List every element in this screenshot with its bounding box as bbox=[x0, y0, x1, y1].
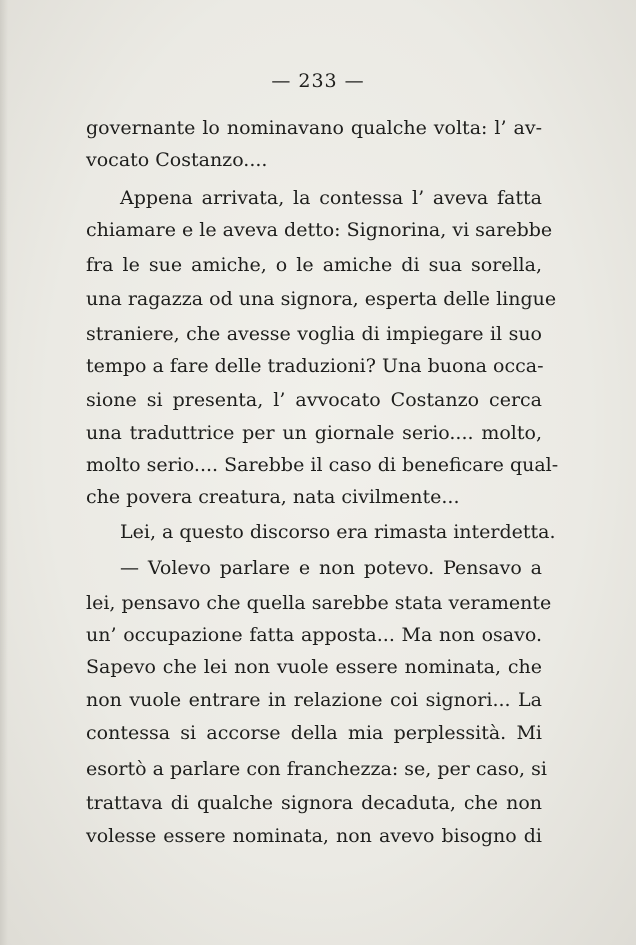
text-line: trattava di qualche signora decaduta, che non bbox=[86, 792, 542, 814]
page-number: — 233 — bbox=[271, 70, 365, 92]
text-line: che povera creatura, nata civilmente... bbox=[86, 486, 460, 508]
text-line: chiamare e le aveva detto: Signorina, vi sarebbe bbox=[86, 219, 553, 241]
text-line: molto serio.... Sarebbe il caso di beneficare qual- bbox=[86, 454, 559, 476]
text-line: tempo a fare delle traduzioni? Una buona occa- bbox=[86, 355, 544, 377]
text-line: un’ occupazione fatta apposta... Ma non osavo. bbox=[86, 624, 542, 646]
text-line: Appena arrivata, la contessa l’ aveva fatta bbox=[120, 187, 542, 209]
text-line: contessa si accorse della mia perplessità. Mi bbox=[86, 722, 542, 744]
text-line: non vuole entrare in relazione coi signori... La bbox=[86, 689, 542, 711]
text-line: straniere, che avesse voglia di impiegare il suo bbox=[86, 323, 542, 345]
text-line: lei, pensavo che quella sarebbe stata veramente bbox=[86, 592, 552, 614]
text-line: volesse essere nominata, non avevo bisogno di bbox=[86, 825, 542, 847]
text-line: — Volevo parlare e non potevo. Pensavo a bbox=[120, 557, 542, 579]
text-line: Lei, a questo discorso era rimasta interdetta. bbox=[120, 521, 556, 543]
page-edge-shadow bbox=[0, 0, 8, 945]
text-line: Sapevo che lei non vuole essere nominata, che bbox=[86, 656, 542, 678]
text-line: fra le sue amiche, o le amiche di sua sorella, bbox=[86, 254, 542, 276]
text-line: esortò a parlare con franchezza: se, per caso, si bbox=[86, 758, 547, 780]
text-line: una traduttrice per un giornale serio.... molto, bbox=[86, 422, 542, 444]
text-line: una ragazza od una signora, esperta delle lingue bbox=[86, 288, 557, 310]
text-line: vocato Costanzo.... bbox=[86, 149, 268, 171]
text-line: governante lo nominavano qualche volta: l’ av- bbox=[86, 117, 542, 139]
text-line: sione si presenta, l’ avvocato Costanzo cerca bbox=[86, 389, 542, 411]
